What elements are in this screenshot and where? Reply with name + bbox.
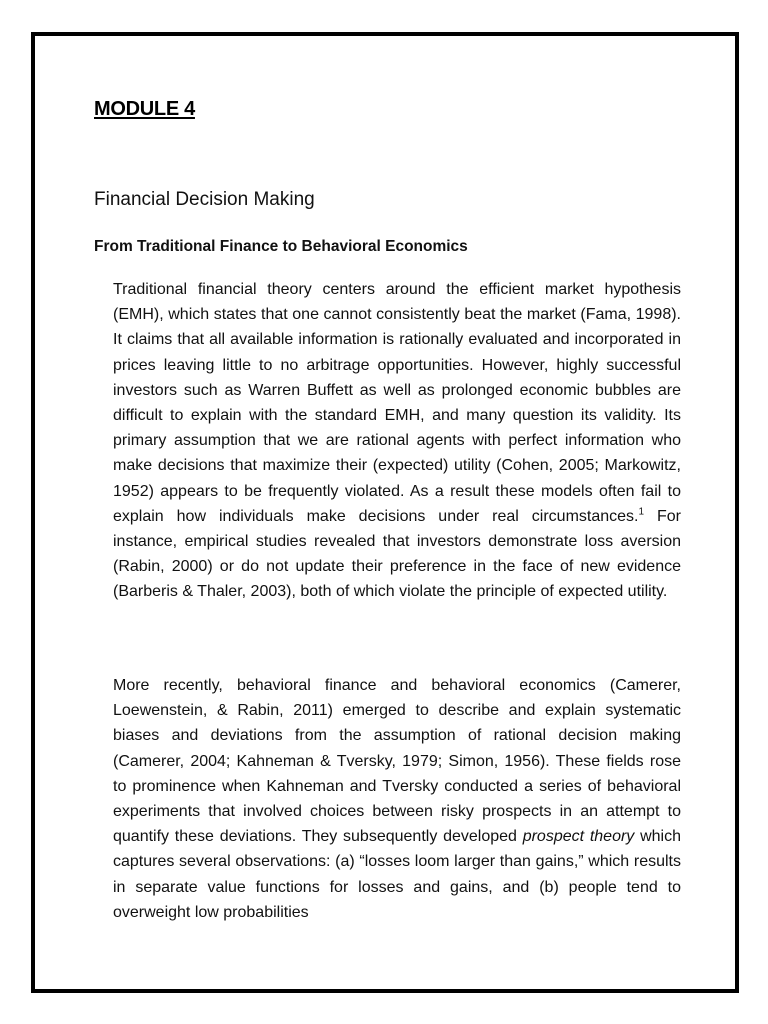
body-paragraph-1 <box>113 277 681 605</box>
footnote-reference[interactable]: 1 <box>638 506 645 518</box>
subheading: From Traditional Finance to Behavioral Economics <box>94 238 468 255</box>
module-title: MODULE 4 <box>94 98 195 120</box>
prospect-theory-term: prospect theory <box>522 828 635 846</box>
paragraph-2-text-b: which captures several observations: (a) “losses loom larger than gains,” which results in separate value functions for losses and gains, and (b) people tend to overweight low probabilities <box>113 828 681 921</box>
page-frame <box>31 32 739 993</box>
body-paragraph-2 <box>113 673 681 925</box>
paragraph-1-text-a: Traditional financial theory centers around the efficient market hypothesis (EMH), which states that one cannot consistently beat the market (Fama, 1998). It claims that all available information is rationally evaluated and incorporated in prices leaving little to no arbitrage opportunities. However, highly successful investors such as Warren Buffett as well as prolonged economic bubbles are difficult to explain with the standard EMH, and many question its validity. Its primary assumption that we are rational agents with perfect information who make decisions that maximize their (expected) utility (Cohen, 2005; Markowitz, 1952) appears to be frequently violated. As a result these models often fail to explain how individuals make decisions under real circumstances. <box>113 281 681 525</box>
paragraph-1-text-b: For instance, empirical studies revealed that investors demonstrate loss aversion (Rabin, 2000) or do not update their preference in the face of new evidence (Barberis & Thaler, 2003), both of which violate the principle of expected utility. <box>113 507 681 601</box>
section-heading: Financial Decision Making <box>94 189 315 210</box>
paragraph-2-text-a: More recently, behavioral finance and behavioral economics (Camerer, Loewenstein, & Rabin, 2011) emerged to describe and explain systematic biases and deviations from the assumption of rational decision making (Camerer, 2004; Kahneman & Tversky, 1979; Simon, 1956). These fields rose to prominence when Kahneman and Tversky conducted a series of behavioral experiments that involved choices between risky prospects in an attempt to quantify these deviations. They subsequently developed <box>113 677 681 846</box>
